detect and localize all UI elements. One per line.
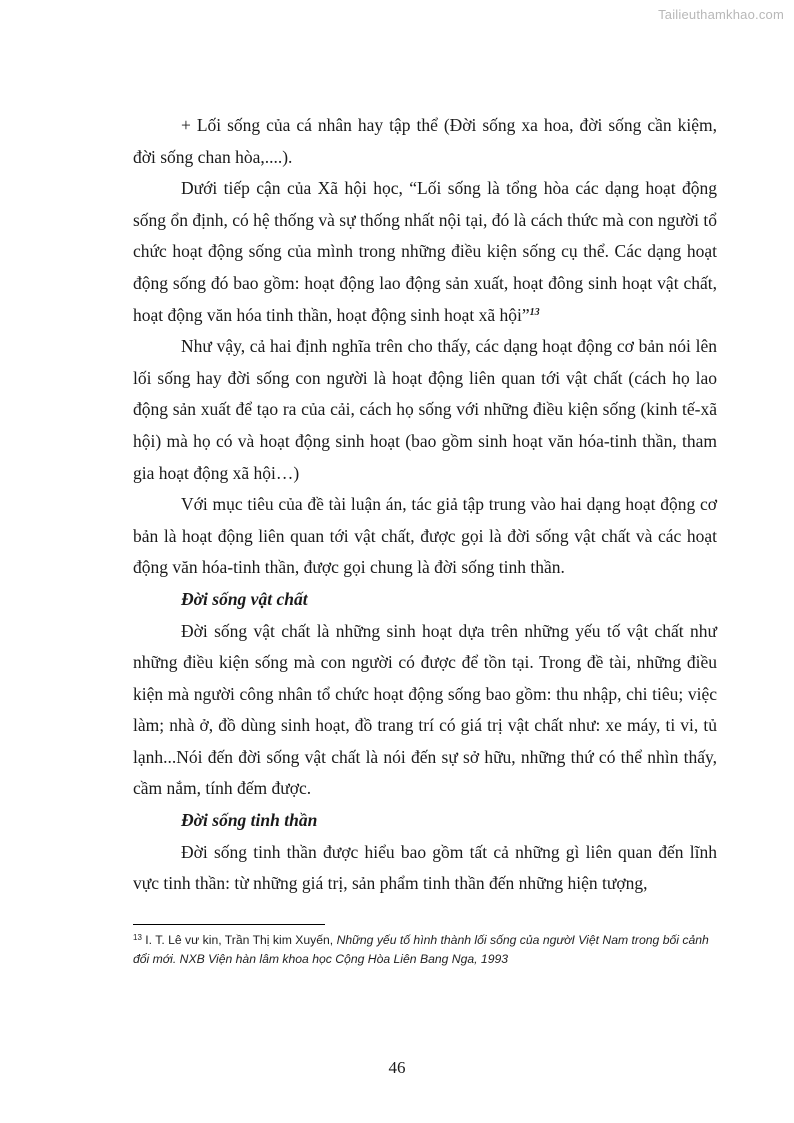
paragraph-two-definitions: Như vậy, cả hai định nghĩa trên cho thấy, các dạng hoạt động cơ bản nói lên lối sống hay đời sống con người là hoạt động liên quan tới vật chất (cách họ lao động sản xuất để tạo ra của cải, cách họ sống với những điều kiện sống (kinh tế-xã hội) mà họ có và hoạt động sinh hoạt (bao gồm sinh hoạt văn hóa-tinh thần, tham gia hoạt động xã hội…) bbox=[133, 336, 717, 483]
footnote-title: Những yếu tố hình thành lối sống của ngườI Việt Nam trong bối cảnh đổi mới. NXB Viện hàn lâm khoa học Cộng Hòa Liên Bang Nga, 1993 bbox=[133, 933, 709, 966]
paragraph-spiritual-life: Đời sống tinh thần được hiểu bao gồm tất cả những gì liên quan đến lĩnh vực tinh thần: từ những giá trị, sản phẩm tinh thần đến những hiện tượng, bbox=[133, 841, 717, 894]
footnote-number: 13 bbox=[133, 933, 142, 942]
footnote-separator bbox=[133, 924, 325, 925]
footnote bbox=[133, 931, 723, 968]
heading-spiritual-life: Đời sống tinh thần bbox=[181, 810, 318, 831]
footnote-authors: I. T. Lê vư kin, Trần Thị kim Xuyến, bbox=[141, 933, 337, 947]
paragraph-lifestyle-individual: + Lối sống của cá nhân hay tập thể (Đời sống xa hoa, đời sống cần kiệm, đời sống chan hòa,....). bbox=[133, 115, 717, 167]
page-number: 46 bbox=[388, 1058, 406, 1077]
footnote-reference[interactable]: 13 bbox=[529, 306, 540, 318]
paragraph-sociology-definition bbox=[133, 173, 717, 331]
paragraph-research-goal: Với mục tiêu của đề tài luận án, tác giả tập trung vào hai dạng hoạt động cơ bản là hoạt động liên quan tới vật chất, được gọi là đời sống vật chất và các hoạt động văn hóa-tinh thần, được gọi chung là đời sống tinh thần. bbox=[133, 494, 717, 578]
paragraph-material-life: Đời sống vật chất là những sinh hoạt dựa trên những yếu tố vật chất như những điều kiện sống mà con người có được để tồn tại. Trong đề tài, những điều kiện mà người công nhân tổ chức hoạt động sống bao gồm: thu nhập, chi tiêu; việc làm; nhà ở, đồ dùng sinh hoạt, đồ trang trí có giá trị vật chất như: xe máy, ti vi, tủ lạnh...Nói đến đời sống vật chất là nói đến sự sở hữu, những thứ có thể nhìn thấy, cầm nắm, tính đếm được. bbox=[133, 620, 717, 799]
document-body bbox=[133, 110, 717, 900]
paragraph-sociology-definition-text: Dưới tiếp cận của Xã hội học, “Lối sống là tổng hòa các dạng hoạt động sống ổn định, có hệ thống và sự thống nhất nội tại, đó là cách thức mà con người tổ chức hoạt động sống của mình trong những điều kiện sống cụ thể. Các dạng hoạt động sống đó bao gồm: hoạt động lao động sản xuất, hoạt đông sinh hoạt vật chất, hoạt động văn hóa tinh thần, hoạt động sinh hoạt xã hội” bbox=[133, 178, 717, 325]
watermark: Tailieuthamkhao.com bbox=[658, 7, 784, 22]
heading-material-life: Đời sống vật chất bbox=[181, 588, 308, 609]
